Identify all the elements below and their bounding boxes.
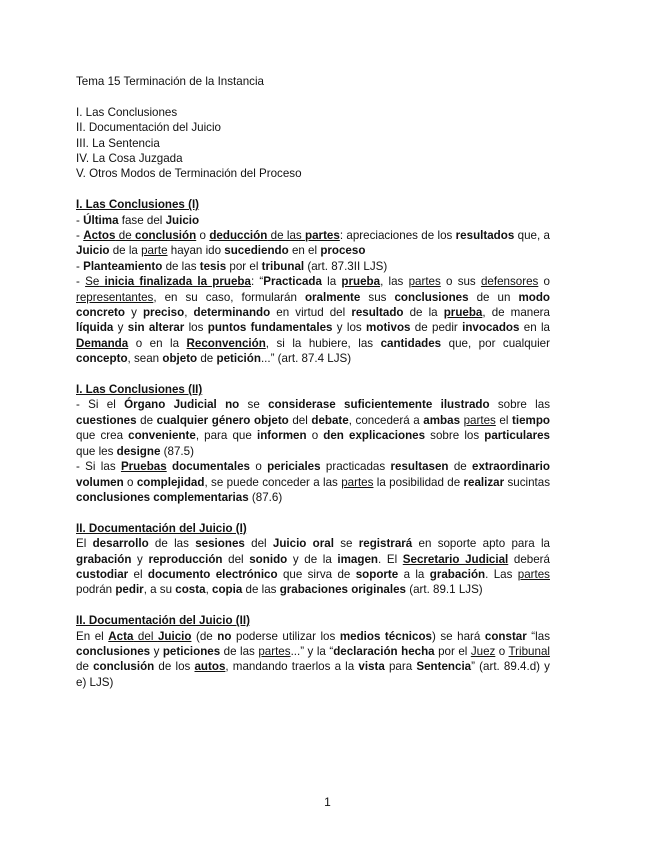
text-run: cuestiones [76, 413, 137, 427]
text-run: el [495, 413, 512, 427]
text-run: líquida [76, 321, 114, 335]
text-run: Juicio [76, 244, 110, 258]
text-run: ...” y la “ [290, 644, 334, 658]
text-run: conclusiones complementarias [76, 490, 249, 504]
text-run: de las [162, 259, 200, 273]
text-run: en virtud del [270, 306, 352, 320]
text-run: , se puede conceder a las [204, 475, 342, 489]
text-run: grabación [76, 552, 132, 566]
text-run: de las [220, 644, 259, 658]
text-run: (87.6) [248, 490, 283, 504]
section-paragraph [76, 629, 550, 691]
text-run: conclusión [135, 229, 197, 243]
text-run: particulares [484, 429, 550, 443]
document-title: Tema 15 Terminación de la Instancia [76, 75, 264, 88]
section-heading: II. Documentación del Juicio (I) [76, 521, 247, 535]
section-heading: I. Las Conclusiones (I) [76, 198, 200, 212]
text-run: de un [468, 290, 519, 304]
text-run: que sirva de [277, 567, 356, 581]
text-run: invocados [462, 321, 520, 335]
section-conclusiones-ii [76, 382, 550, 505]
text-run: de las [148, 537, 196, 551]
text-run: ” (art. 89.4.d) y e) LJS) [76, 660, 550, 689]
text-run: Última [83, 213, 119, 227]
text-run: se [333, 537, 359, 551]
text-run: resultados [455, 229, 515, 243]
text-run: reproducción [148, 552, 223, 566]
text-run: Juicio oral [272, 537, 334, 551]
text-run: de pedir [410, 321, 463, 335]
text-run: de las [242, 583, 280, 597]
text-run: que crea [76, 429, 129, 443]
section-paragraph [76, 536, 550, 598]
text-run [217, 398, 225, 411]
document-page [76, 74, 550, 690]
text-run: . El [378, 552, 403, 566]
text-run: de la [109, 244, 142, 258]
text-run: de [197, 352, 217, 366]
text-run: inicia finalizada la prueba [99, 275, 251, 289]
section-heading: I. Las Conclusiones (II) [76, 383, 203, 397]
text-run: proceso [320, 244, 366, 258]
text-run: modo concreto [76, 290, 550, 320]
text-run: o en la [128, 336, 187, 350]
text-run: , mandando traerlos a la [225, 660, 359, 674]
text-run: y [124, 306, 143, 320]
text-run: partes [258, 644, 291, 658]
text-run: por el [434, 644, 471, 658]
text-run: den explicaciones [323, 429, 426, 443]
text-run: . Las [485, 567, 518, 581]
text-run: y los [332, 321, 367, 335]
text-run: vista [358, 660, 385, 674]
text-run: el [128, 567, 148, 581]
text-run: practicadas [320, 460, 391, 474]
text-run: informen [256, 429, 307, 443]
text-run: o [196, 229, 210, 243]
text-run: y [113, 321, 128, 335]
text-run: Demanda [76, 336, 129, 350]
section-paragraph [76, 228, 550, 259]
text-run: sonido [249, 552, 288, 566]
text-run: de las [267, 229, 306, 243]
text-run: sin alterar [127, 321, 185, 335]
text-run: sus [360, 290, 395, 304]
text-run: prueba [443, 306, 483, 320]
text-run: medios técnicos [339, 629, 432, 643]
text-run: se [239, 398, 269, 412]
text-run: , de manera [482, 306, 550, 320]
text-run: parte [141, 244, 168, 258]
text-run: Actos [83, 229, 116, 243]
text-run: tesis [199, 259, 227, 273]
text-run: no [225, 398, 240, 412]
text-run: tribunal [261, 259, 305, 273]
text-run: documento electrónico [147, 567, 278, 581]
text-run: sucediendo [224, 244, 289, 258]
text-run: , a su [143, 583, 176, 597]
text-run: poderse utilizar los [231, 629, 340, 643]
text-run: Se [85, 275, 100, 289]
text-run: - Si el [76, 398, 125, 412]
text-run: preciso [142, 306, 185, 320]
text-run: conclusión [93, 660, 155, 674]
text-run: representantes [76, 290, 154, 304]
text-run: (87.5) [160, 444, 194, 458]
text-run: debate [311, 413, 349, 427]
text-run: “las [526, 629, 550, 643]
text-run: la posibilidad de [373, 475, 464, 489]
section-conclusiones-i [76, 197, 550, 366]
text-run: no [217, 629, 232, 643]
text-run: imagen [337, 552, 378, 566]
text-run: oralmente [304, 290, 361, 304]
text-run: registrará [358, 537, 413, 551]
text-run: - Si las [76, 460, 121, 474]
text-run: motivos [366, 321, 411, 335]
text-run: ...” (art. 87.4 LJS) [260, 352, 352, 366]
text-run: para [384, 660, 417, 674]
text-run: partes [341, 475, 374, 489]
section-documentacion-i [76, 521, 550, 598]
text-run: - [76, 229, 84, 243]
text-run: declaración hecha [333, 644, 435, 658]
text-run: ) se hará [431, 629, 485, 643]
toc-item: II. Documentación del Juicio [76, 121, 221, 135]
text-run: copia [212, 583, 243, 597]
text-run: o [250, 460, 268, 474]
text-run: sucintas [504, 475, 550, 489]
text-run: y [131, 552, 149, 566]
text-run: El [76, 537, 93, 551]
text-run: - [76, 275, 86, 289]
toc-item: V. Otros Modos de Terminación del Proceso [76, 167, 302, 181]
text-run: complejidad [136, 475, 205, 489]
text-run: periciales [267, 460, 321, 474]
text-run: , [205, 583, 213, 597]
text-run: fase del [118, 213, 166, 227]
text-run: Órgano Judicial [124, 398, 217, 412]
text-run: o sus [440, 275, 481, 289]
text-run: - [76, 259, 84, 273]
text-run: cualquier género [156, 413, 251, 427]
text-run: pedir [115, 583, 144, 597]
text-run: que les [76, 444, 117, 458]
text-run: en soporte apto para la [412, 537, 550, 551]
text-run: costa [175, 583, 206, 597]
text-run: partes [517, 567, 550, 581]
text-run: , sean [127, 352, 163, 366]
text-run: Reconvención [186, 336, 266, 350]
text-run: de la [403, 306, 444, 320]
text-run: del [133, 629, 158, 643]
text-run: conclusiones [394, 290, 469, 304]
text-run: cantidades [380, 336, 442, 350]
text-run: sobre las [489, 398, 550, 412]
toc-item: III. La Sentencia [76, 136, 160, 150]
text-run: que, a [514, 229, 550, 243]
text-run: o [306, 429, 324, 443]
section-paragraph [76, 459, 550, 505]
text-run: del [244, 537, 273, 551]
text-run: y de la [287, 552, 338, 566]
text-run: (de [191, 629, 218, 643]
text-run: Juicio [165, 213, 200, 227]
text-run: sobre los [425, 429, 485, 443]
text-run: concepto [76, 352, 128, 366]
text-run: , para que [195, 429, 257, 443]
text-run: los [184, 321, 208, 335]
text-run: partes [463, 413, 496, 427]
text-run: , en su caso, formularán [153, 290, 305, 304]
text-run: : “ [250, 275, 264, 289]
text-run: resultado [351, 306, 404, 320]
text-run: petición [216, 352, 261, 366]
text-run: Planteamiento [83, 259, 163, 273]
text-run: de [448, 460, 473, 474]
text-run: : apreciaciones de los [339, 229, 456, 243]
text-run: documentales [172, 460, 250, 474]
section-paragraph [76, 213, 550, 228]
section-paragraph [76, 274, 550, 366]
text-run: o [538, 275, 550, 289]
text-run: a la [398, 567, 430, 581]
text-run: deberá [508, 552, 550, 566]
text-run: soporte [355, 567, 399, 581]
text-run: constar [484, 629, 527, 643]
text-run: (art. 89.1 LJS) [405, 583, 483, 597]
text-run: Tribunal [508, 644, 550, 658]
text-run: partes [408, 275, 441, 289]
section-documentacion-ii [76, 613, 550, 690]
text-run: ambas [423, 413, 461, 427]
text-run: del [222, 552, 250, 566]
text-run: o [123, 475, 137, 489]
section-paragraph [76, 259, 550, 274]
text-run: del [288, 413, 312, 427]
text-run: Practicada [263, 275, 322, 289]
text-run: partes [305, 229, 340, 243]
text-run: grabación [429, 567, 486, 581]
text-run: en el [288, 244, 321, 258]
text-run: la [321, 275, 342, 289]
text-run: sesiones [195, 537, 245, 551]
text-run: o [495, 644, 509, 658]
section-paragraph [76, 397, 550, 459]
text-run: tiempo [512, 413, 551, 427]
text-run: grabaciones originales [279, 583, 406, 597]
text-run: Sentencia [416, 660, 472, 674]
toc-item: IV. La Cosa Juzgada [76, 152, 183, 166]
text-run: y [150, 644, 163, 658]
text-run: (art. 87.3II LJS) [304, 259, 388, 273]
text-run: deducción [209, 229, 268, 243]
text-run: - [76, 213, 84, 227]
text-run: custodiar [76, 567, 129, 581]
text-run: de [136, 413, 157, 427]
text-run: podrán [76, 583, 116, 597]
text-run: autos [194, 660, 226, 674]
text-run: defensores [480, 275, 539, 289]
text-run: Pruebas [120, 460, 167, 474]
text-run: conveniente [128, 429, 196, 443]
toc-item: I. Las Conclusiones [76, 105, 178, 119]
text-run: Acta [108, 629, 134, 643]
text-run: de [76, 660, 94, 674]
text-run: en la [519, 321, 550, 335]
text-run: resultasen [390, 460, 449, 474]
text-run: objeto [253, 413, 289, 427]
text-run: prueba [341, 275, 381, 289]
text-run: Juez [470, 644, 496, 658]
text-run: Secretario Judicial [402, 552, 509, 566]
text-run: extraordinario volumen [76, 460, 550, 489]
text-run: hayan ido [167, 244, 225, 258]
text-run: , concederá a [348, 413, 424, 427]
text-run: , las [380, 275, 409, 289]
text-run: de los [154, 660, 195, 674]
text-run: realizar [463, 475, 505, 489]
section-heading: II. Documentación del Juicio (II) [76, 614, 250, 628]
page-number: 1 [324, 795, 331, 809]
text-run: peticiones [162, 644, 221, 658]
text-run: determinando [193, 306, 271, 320]
text-run: desarrollo [92, 537, 149, 551]
table-of-contents [76, 105, 550, 182]
text-run: , [184, 306, 194, 320]
text-run: objeto [162, 352, 198, 366]
text-run: Juicio [157, 629, 192, 643]
text-run: considerase suficientemente ilustrado [268, 398, 490, 412]
text-run: , si la hubiere, las [265, 336, 381, 350]
text-run: conclusiones [76, 644, 151, 658]
text-run: puntos fundamentales [207, 321, 333, 335]
text-run: por el [226, 259, 262, 273]
text-run: designe [116, 444, 161, 458]
text-run: que, por cualquier [441, 336, 550, 350]
text-run: de [115, 229, 135, 243]
text-run: En el [76, 629, 109, 643]
